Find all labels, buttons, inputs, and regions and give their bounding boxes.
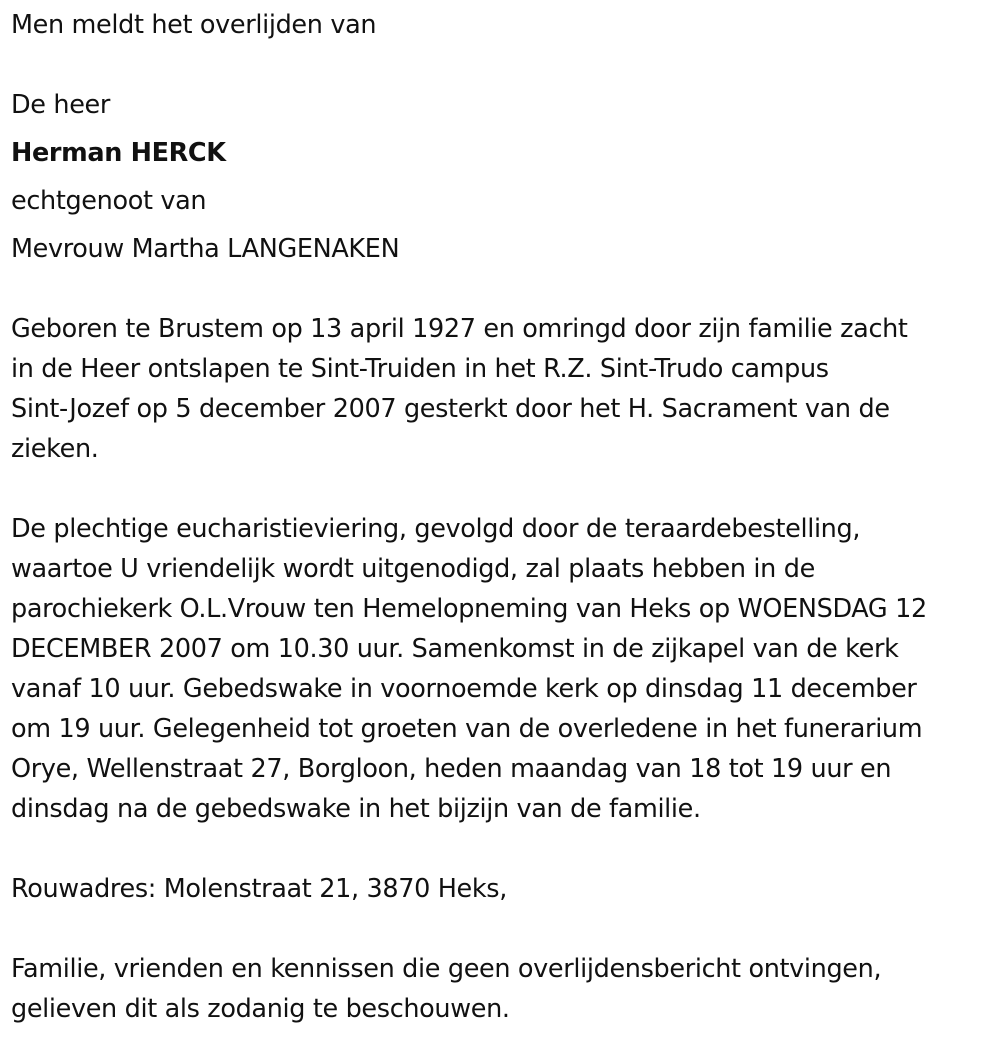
paragraph-line: Orye, Wellenstraat 27, Borgloon, heden maandag van 18 tot 19 uur en: [11, 754, 892, 784]
paragraph-line: Familie, vrienden en kennissen die geen overlijdensbericht ontvingen,: [11, 954, 882, 984]
paragraph-line: waartoe U vriendelijk wordt uitgenodigd, zal plaats hebben in de: [11, 554, 815, 584]
paragraph-line: DECEMBER 2007 om 10.30 uur. Samenkomst in de zijkapel van de kerk: [11, 634, 899, 664]
funeral-service-paragraph: [11, 509, 996, 829]
paragraph-line: vanaf 10 uur. Gebedswake in voornoemde kerk op dinsdag 11 december: [11, 674, 917, 704]
paragraph-line: om 19 uur. Gelegenheid tot groeten van de overledene in het funerarium: [11, 714, 923, 744]
notice-title: De heer: [11, 90, 111, 120]
paragraph-line: in de Heer ontslapen te Sint-Truiden in het R.Z. Sint-Trudo campus: [11, 354, 829, 384]
address-line: Rouwadres: Molenstraat 21, 3870 Heks,: [11, 874, 507, 904]
mourning-address: [11, 869, 996, 909]
paragraph-line: Geboren te Brustem op 13 april 1927 en omringd door zijn familie zacht: [11, 314, 908, 344]
paragraph-line: parochiekerk O.L.Vrouw ten Hemelopneming van Heks op WOENSDAG 12: [11, 594, 927, 624]
family-note-paragraph: [11, 949, 996, 1029]
spouse-name: Mevrouw Martha LANGENAKEN: [11, 234, 400, 264]
paragraph-line: De plechtige eucharistieviering, gevolgd door de teraardebestelling,: [11, 514, 861, 544]
notice-intro: Men meldt het overlijden van: [11, 10, 377, 40]
deceased-name: Herman HERCK: [11, 138, 226, 168]
paragraph-line: Sint-Jozef op 5 december 2007 gesterkt door het H. Sacrament van de: [11, 394, 890, 424]
paragraph-line: dinsdag na de gebedswake in het bijzijn van de familie.: [11, 794, 701, 824]
paragraph-line: zieken.: [11, 434, 99, 464]
relation-text: echtgenoot van: [11, 186, 207, 216]
birth-death-paragraph: [11, 309, 996, 469]
paragraph-line: gelieven dit als zodanig te beschouwen.: [11, 994, 510, 1024]
